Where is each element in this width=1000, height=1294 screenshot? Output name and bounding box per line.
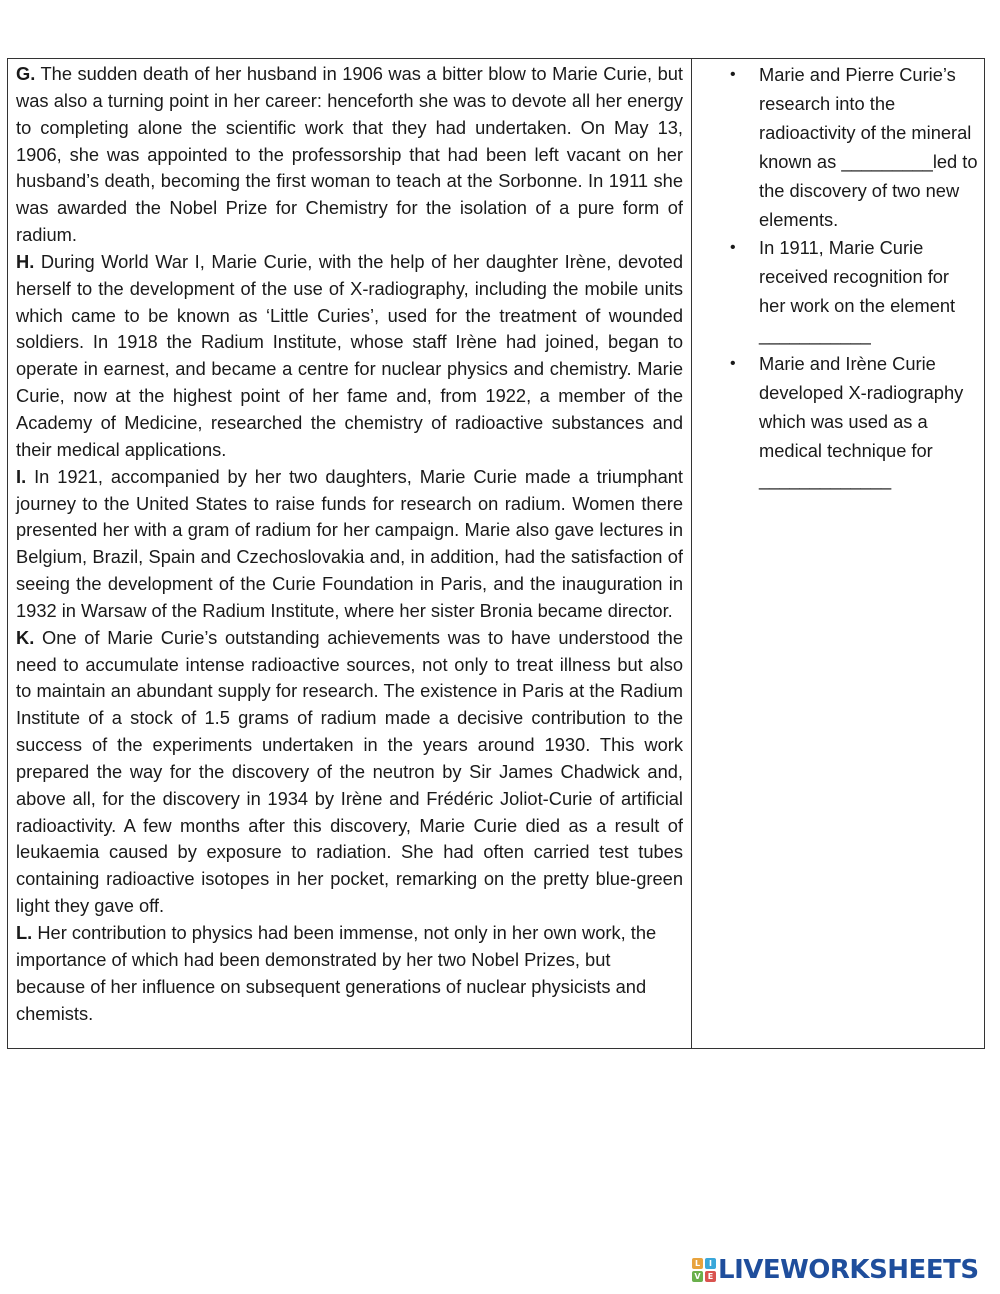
logo-mark-icon: [692, 1258, 716, 1282]
logo-text: LIVEWORKSHEETS: [718, 1255, 979, 1285]
paragraph-i: [16, 464, 683, 625]
summary-item: [692, 350, 978, 495]
paragraph-label: I.: [16, 465, 27, 487]
paragraph-text: One of Marie Curie’s outstanding achievements was to have understood the need to accumulate intense radioactive sources, not only to treat illness but also to maintain an abundant supply for research. The existence in Paris at the Radium Institute of a stock of 1.5 grams of radium made a decisive contribution to the success of the experiments undertaken in the years around 1930. This work prepared the way for the discovery of the neutron by Sir James Chadwick and, above all, for the discovery in 1934 by Irène and Frédéric Joliot-Curie of artificial radioactivity. A few months after this discovery, Marie Curie died as a result of leukaemia caused by exposure to radiation. She had often carried test tubes containing radioactive isotopes in her pocket, remarking on the pretty blue-green light they gave off.: [16, 626, 683, 917]
paragraph-label: K.: [16, 626, 35, 648]
reading-passage: [8, 59, 692, 1048]
summary-item: [692, 61, 978, 234]
paragraph-g: [16, 61, 683, 249]
summary-text: led to the discovery of two new elements.: [759, 150, 978, 230]
paragraph-k: [16, 625, 683, 920]
paragraph-label: H.: [16, 250, 35, 272]
answer-blank-2[interactable]: ___________: [759, 324, 871, 346]
answer-blank-1[interactable]: _________: [841, 150, 933, 172]
summary-text: Marie and Irène Curie developed X-radiography which was used as a medical technique for: [759, 353, 964, 461]
answer-blank-3[interactable]: _____________: [759, 468, 892, 490]
paragraph-label: G.: [16, 63, 36, 84]
paragraph-text: The sudden death of her husband in 1906 was a bitter blow to Marie Curie, but was also a turning point in her career: henceforth she was to devote all her energy to completing alone the scientific work that they had undertaken. On May 13, 1906, she was appointed to the professorship that had been left vacant on her husband’s death, becoming the first woman to teach at the Sorbonne. In 1911 she was awarded the Nobel Prize for Chemistry for the isolation of a pure form of radium.: [16, 63, 683, 246]
summary-text: Marie and Pierre Curie’s research into the radioactivity of the mineral known as: [759, 64, 972, 172]
paragraph-l: [16, 920, 683, 1027]
logo-mark-tile: V: [692, 1271, 703, 1282]
logo-mark-tile: L: [692, 1258, 703, 1269]
paragraph-text: In 1921, accompanied by her two daughters, Marie Curie made a triumphant journey to the United States to raise funds for research on radium. Women there presented her with a gram of radium for her campaign. Marie also gave lectures in Belgium, Brazil, Spain and Czechoslovakia and, in addition, had the satisfaction of seeing the development of the Curie Foundation in Paris, and the inauguration in 1932 in Warsaw of the Radium Institute, where her sister Bronia became director.: [16, 465, 683, 621]
logo-mark-tile: E: [705, 1271, 716, 1282]
paragraph-text: Her contribution to physics had been immense, not only in her own work, the importance of which had been demonstrated by her two Nobel Prizes, but because of her influence on subsequent generations of nuclear physicists and chemists.: [16, 922, 657, 1024]
summary-item: [692, 234, 978, 350]
summary-text: In 1911, Marie Curie received recognition for her work on the element: [759, 237, 956, 317]
summary-column: [692, 59, 984, 1048]
paragraph-label: L.: [16, 922, 33, 943]
paragraph-text: During World War I, Marie Curie, with the help of her daughter Irène, devoted herself to the development of the use of X-radiography, including the mobile units which came to be known as ‘Little Curies’, used for the treatment of wounded soldiers. In 1918 the Radium Institute, whose staff Irène had joined, began to operate in earnest, and became a centre for nuclear physics and chemistry. Marie Curie, now at the highest point of her fame and, from 1922, a member of the Academy of Medicine, researched the chemistry of radioactive substances and their medical applications.: [16, 250, 683, 460]
summary-list: [692, 61, 978, 495]
logo-mark-tile: I: [705, 1258, 716, 1269]
worksheet-table: [7, 58, 985, 1049]
paragraph-h: [16, 249, 683, 464]
liveworksheets-logo[interactable]: [692, 1253, 979, 1287]
